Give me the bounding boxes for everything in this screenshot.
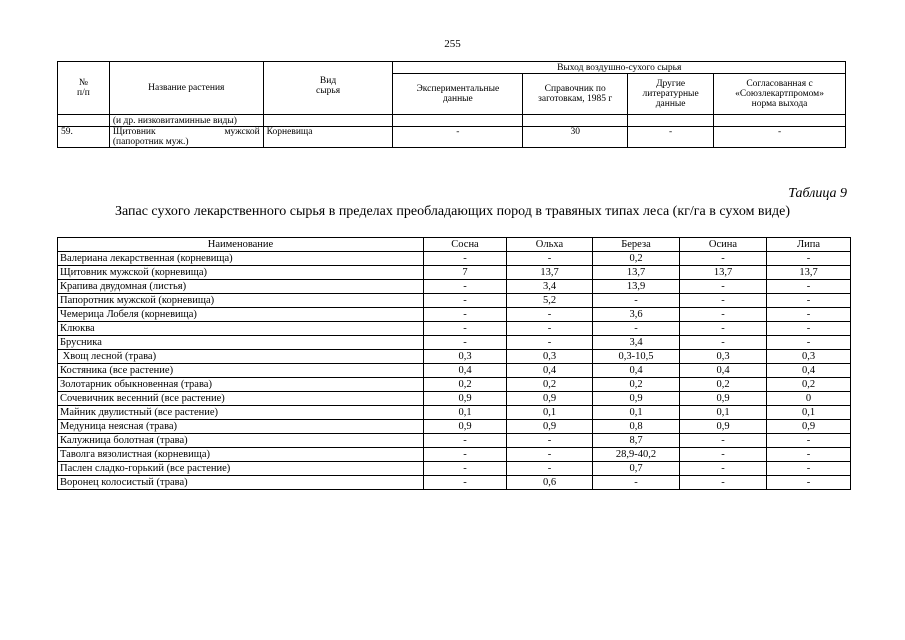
cell-birch: 0,3-10,5 [593,350,680,364]
cell-aspen: 0,4 [680,364,767,378]
cell-aspen: - [680,280,767,294]
cell-aspen: - [680,322,767,336]
cell-aspen: 0,9 [680,392,767,406]
cell-name: Калужница болотная (трава) [58,434,424,448]
cell-birch: 0,9 [593,392,680,406]
cell-alder: 0,2 [507,378,593,392]
cell-pine: 0,9 [424,420,507,434]
cell-alder: 0,3 [507,350,593,364]
cell-alder: 0,9 [507,392,593,406]
cell-pine: - [424,294,507,308]
cell-aspen: - [680,462,767,476]
page-number: 255 [444,38,461,50]
cell-name: Щитовник мужской (корневища) [58,266,424,280]
cell-alder: 5,2 [507,294,593,308]
table-row [58,294,851,308]
cell-pine: 0,1 [424,406,507,420]
cell-linden: - [767,280,851,294]
cell-linden: - [767,448,851,462]
cell-alder: - [507,462,593,476]
cell-linden: - [767,294,851,308]
cell-pine: - [424,252,507,266]
cell-birch: - [593,322,680,336]
cell-name: Воронец колосистый (трава) [58,476,424,490]
col-header-name: Наименование [58,238,424,252]
cell-pine: - [424,462,507,476]
col-header-norm: Согласованная с «Союзлекартпромом» норма выхода [714,74,846,115]
cell-name: Крапива двудомная (листья) [58,280,424,294]
cell-pine: 0,3 [424,350,507,364]
cell-birch: 0,8 [593,420,680,434]
table-row [58,252,851,266]
row-reference: 30 [523,127,628,148]
table-row [58,308,851,322]
table-row [58,392,851,406]
cell-aspen: - [680,252,767,266]
cell-birch: 0,7 [593,462,680,476]
col-header-name: Название растения [109,62,263,115]
cell-aspen: 0,9 [680,420,767,434]
row-norm: - [714,127,846,148]
cell-aspen: 0,1 [680,406,767,420]
table-title: Запас сухого лекарственного сырья в пределах преобладающих пород в травяных типах леса (кг/га в сухом виде) [114,204,791,219]
cell-aspen: - [680,448,767,462]
cell-pine: - [424,448,507,462]
table-row [58,336,851,350]
cell-linden: - [767,462,851,476]
cell-birch: 0,2 [593,252,680,266]
raw-material-stock-table [57,237,851,490]
table-row [58,476,851,490]
cell-aspen: - [680,336,767,350]
cell-name: Брусника [58,336,424,350]
cell-alder: - [507,322,593,336]
cell-birch: 13,7 [593,266,680,280]
plant-yield-table [57,61,846,148]
table-row [58,364,851,378]
cell-name: Медуница неясная (трава) [58,420,424,434]
cell-aspen: 13,7 [680,266,767,280]
col-header-literature: Другие литературные данные [628,74,714,115]
cell-name: Клюква [58,322,424,336]
cell-pine: 0,4 [424,364,507,378]
cell-birch: 0,1 [593,406,680,420]
row-type: Корневища [263,127,393,148]
cell-aspen: - [680,308,767,322]
col-header-experimental: Экспериментальные данные [393,74,523,115]
row-experimental: - [393,127,523,148]
table-row [58,434,851,448]
row-plant-name-a: Щитовник [112,127,156,137]
row-num: 59. [58,127,110,148]
cell-pine: - [424,308,507,322]
table-row [58,266,851,280]
row-literature: - [628,127,714,148]
cell-name: Хвощ лесной (трава) [58,350,424,364]
table-row [58,322,851,336]
cell-aspen: - [680,294,767,308]
cell-pine: 0,2 [424,378,507,392]
cell-name: Майник двулистный (все растение) [58,406,424,420]
cell-aspen: - [680,476,767,490]
cell-linden: 13,7 [767,266,851,280]
cell-birch: - [593,476,680,490]
cell-pine: - [424,280,507,294]
cell-name: Золотарник обыкновенная (трава) [58,378,424,392]
col-header-pine: Сосна [424,238,507,252]
cell-birch: 28,9-40,2 [593,448,680,462]
cell-linden: 0,9 [767,420,851,434]
cell-linden: 0 [767,392,851,406]
cell-name: Валериана лекарственная (корневища) [58,252,424,266]
cell-linden: 0,3 [767,350,851,364]
row-plant-name-b: мужской [224,127,260,137]
cell-name: Таволга вязолистная (корневища) [58,448,424,462]
col-header-linden: Липа [767,238,851,252]
cell-alder: - [507,434,593,448]
table-row [58,127,846,148]
cell-alder: 0,4 [507,364,593,378]
cell-aspen: 0,3 [680,350,767,364]
table-row [58,406,851,420]
cell-linden: 0,1 [767,406,851,420]
row-plant-name-c: (папоротник муж.) [112,137,189,147]
cell-linden: - [767,476,851,490]
cell-birch: 3,6 [593,308,680,322]
cell-name: Сочевичник весенний (все растение) [58,392,424,406]
cell-birch: 8,7 [593,434,680,448]
cell-alder: 0,9 [507,420,593,434]
cell-aspen: - [680,434,767,448]
col-header-yield-group: Выход воздушно-сухого сырья [393,62,846,74]
cell-alder: - [507,252,593,266]
table-row [58,350,851,364]
cell-linden: - [767,252,851,266]
cont-row-name: (и др. низковитаминные виды) [109,115,263,127]
col-header-reference: Справочник по заготовкам, 1985 г [523,74,628,115]
cell-linden: - [767,308,851,322]
table-row [58,378,851,392]
cell-linden: 0,2 [767,378,851,392]
cell-aspen: 0,2 [680,378,767,392]
cell-pine: - [424,322,507,336]
cell-birch: - [593,294,680,308]
cell-alder: - [507,448,593,462]
col-header-type: Вид сырья [263,62,393,115]
col-header-birch: Береза [593,238,680,252]
cell-alder: - [507,308,593,322]
cell-alder: 0,1 [507,406,593,420]
cell-pine: - [424,434,507,448]
cell-linden: - [767,322,851,336]
cell-birch: 0,4 [593,364,680,378]
table-header-row [58,238,851,252]
cell-birch: 13,9 [593,280,680,294]
table-caption: Таблица 9 [788,186,847,201]
col-header-alder: Ольха [507,238,593,252]
table-row [58,462,851,476]
cell-name: Чемерица Лобеля (корневища) [58,308,424,322]
table-row [58,115,846,127]
cell-alder: 3,4 [507,280,593,294]
cell-linden: 0,4 [767,364,851,378]
cell-pine: 7 [424,266,507,280]
cell-alder: 0,6 [507,476,593,490]
table-row [58,420,851,434]
table-row [58,448,851,462]
cell-name: Папоротник мужской (корневища) [58,294,424,308]
cell-linden: - [767,434,851,448]
cell-name: Костяника (все растение) [58,364,424,378]
cell-name: Паслен сладко-горький (все растение) [58,462,424,476]
cell-pine: - [424,336,507,350]
cell-pine: - [424,476,507,490]
col-header-aspen: Осина [680,238,767,252]
table-row [58,280,851,294]
col-header-num: № п/п [58,62,110,115]
cell-alder: - [507,336,593,350]
cell-pine: 0,9 [424,392,507,406]
cell-alder: 13,7 [507,266,593,280]
cell-birch: 0,2 [593,378,680,392]
cell-birch: 3,4 [593,336,680,350]
cell-linden: - [767,336,851,350]
row-plant-name [109,127,263,148]
